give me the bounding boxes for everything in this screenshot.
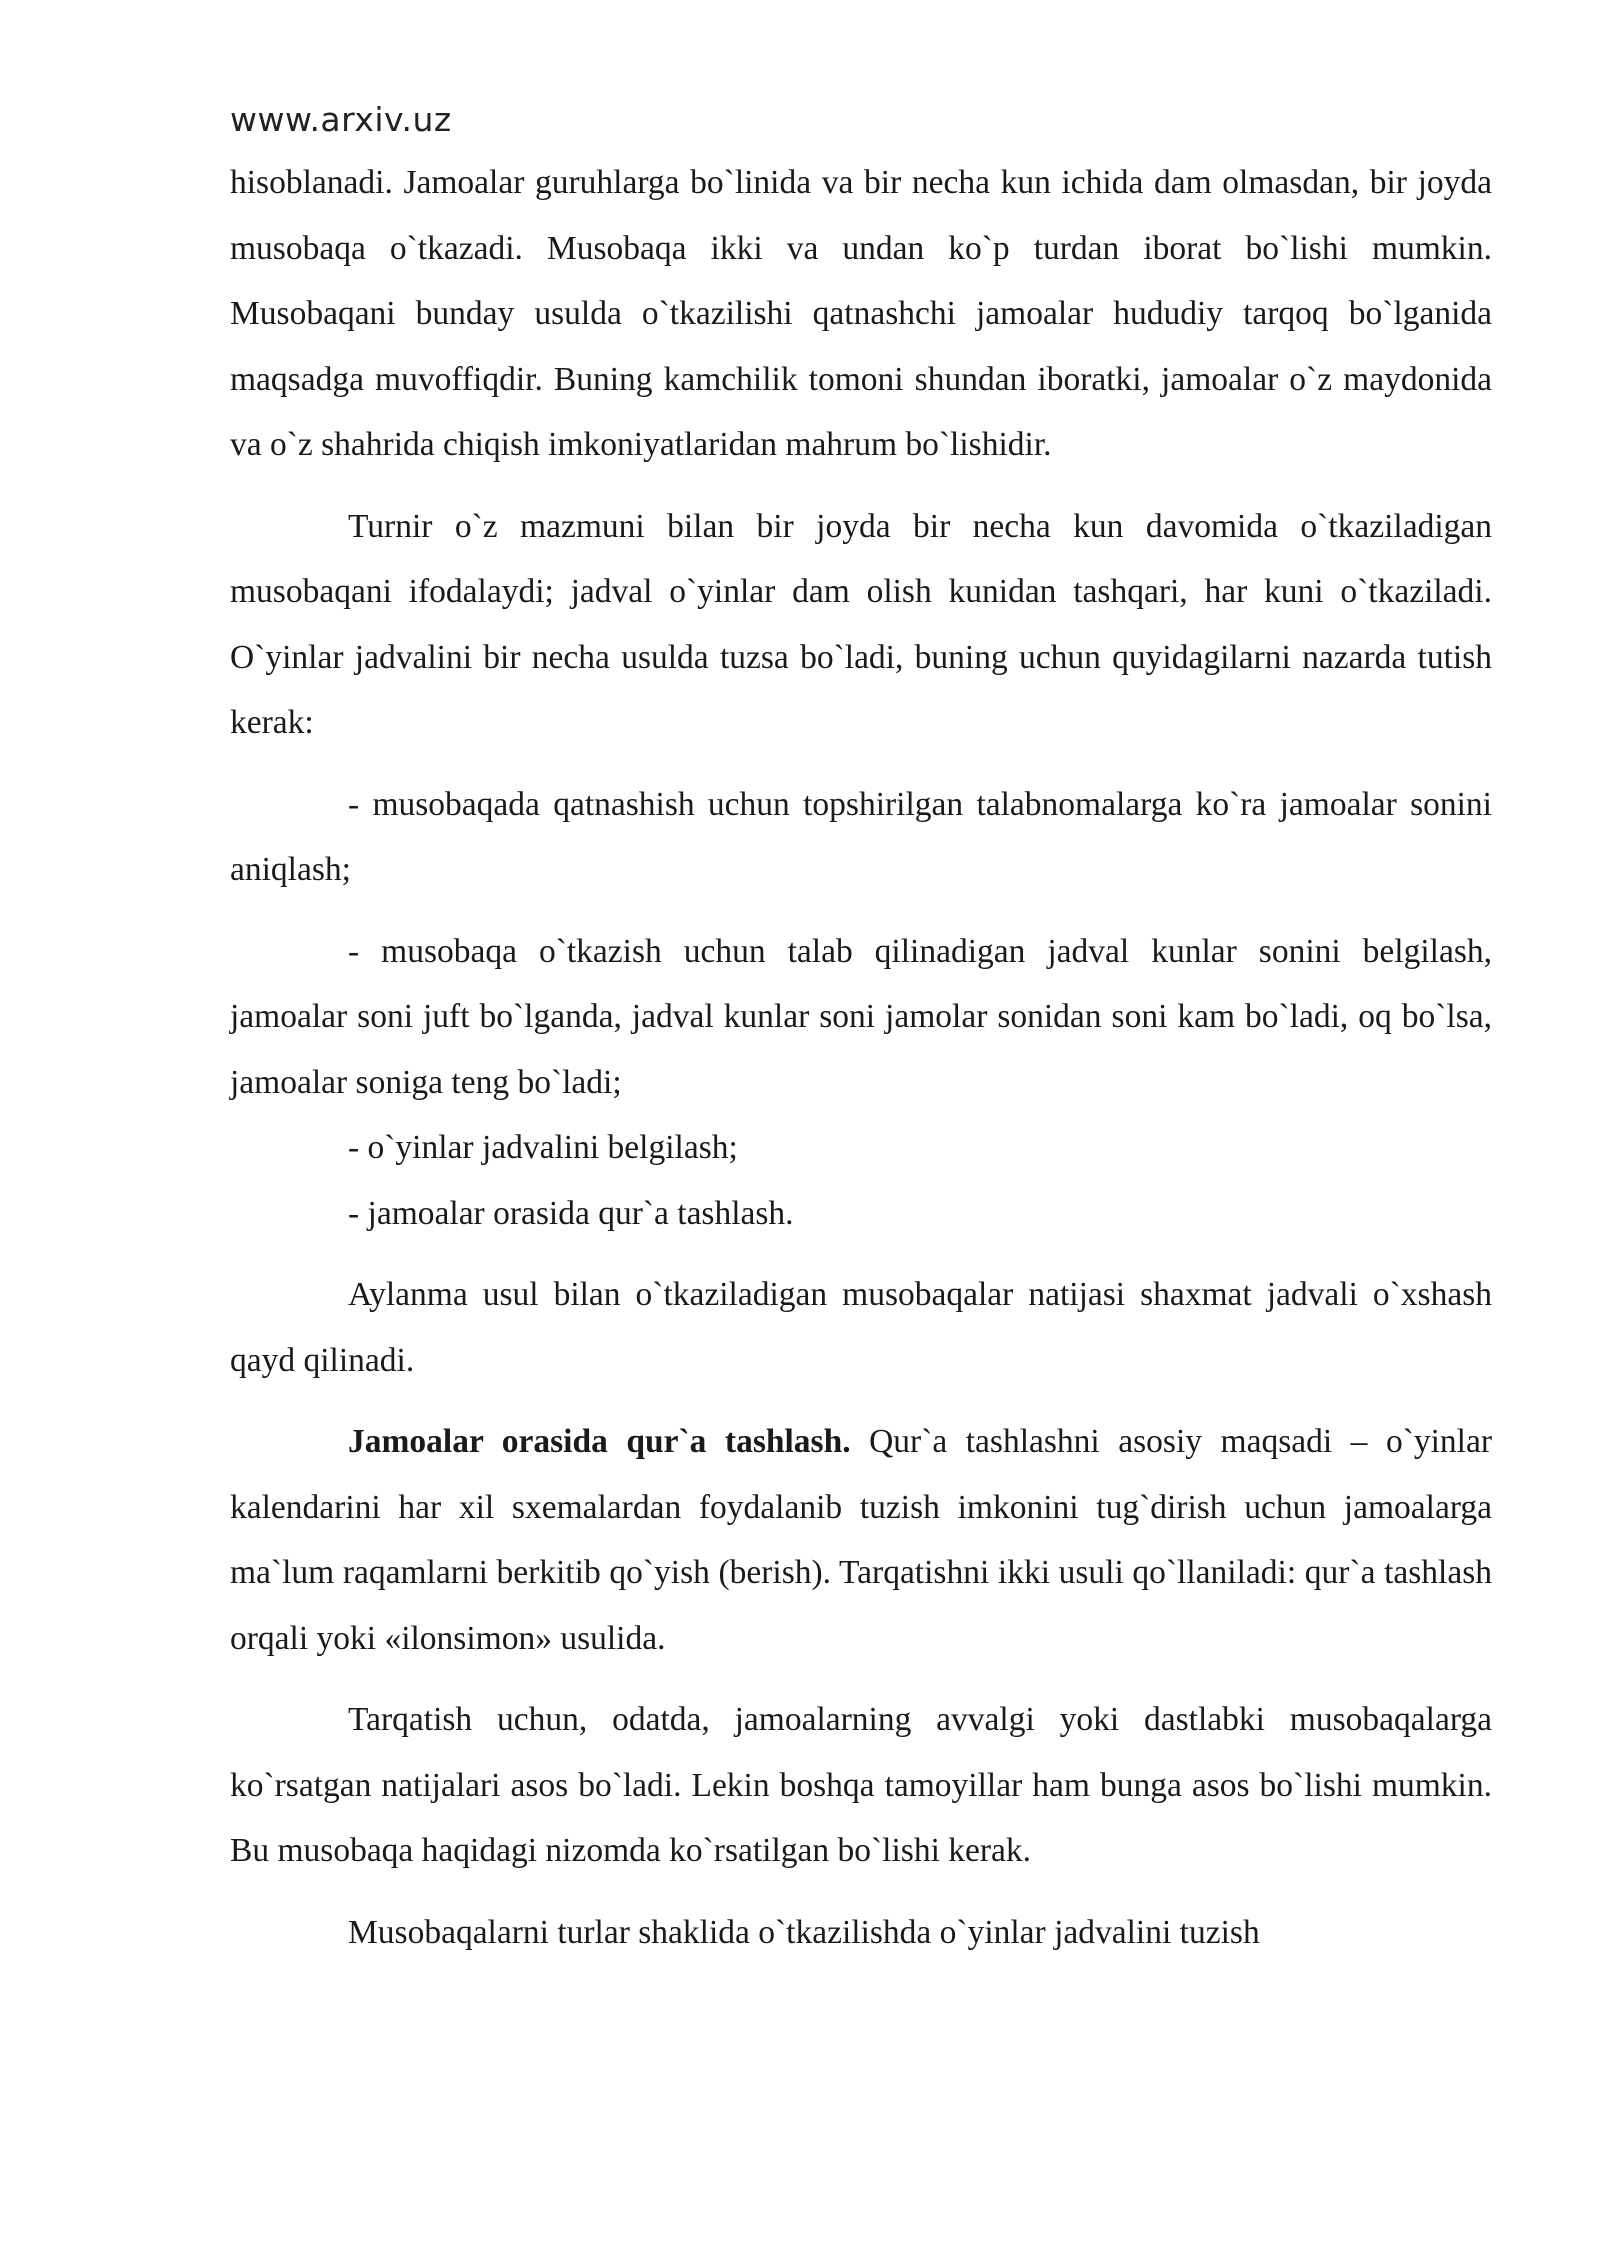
section-heading: Jamoalar orasida qur`a tashlash.: [348, 1423, 851, 1460]
list-item-schedule-days: - musobaqa o`tkazish uchun talab qilinadigan jadval kunlar sonini belgilash, jamoalar soni juft bo`lganda, jadval kunlar soni jamolar sonidan soni kam bo`ladi, oq bo`lsa, jamoalar soniga teng bo`ladi;: [230, 932, 1492, 1101]
paragraph-round-robin: Aylanma usul bilan o`tkaziladigan musobaqalar natijasi shaxmat jadvali o`xshash qayd qilinadi.: [230, 1276, 1492, 1379]
site-header: www.arxiv.uz: [230, 100, 452, 139]
list-item-teams-count: - musobaqada qatnashish uchun topshirilgan talabnomalarga ko`ra jamoalar sonini aniqlash;: [230, 785, 1492, 888]
list-item-draw: - jamoalar orasida qur`a tashlash.: [348, 1194, 794, 1232]
paragraph-tournament-schedule: Musobaqalarni turlar shaklida o`tkazilishda o`yinlar jadvalini tuzish: [348, 1913, 1260, 1951]
paragraph-draw-section: [230, 1409, 1492, 1671]
paragraph-turnir: Turnir o`z mazmuni bilan bir joyda bir necha kun davomida o`tkaziladigan musobaqani ifodalaydi; jadval o`yinlar dam olish kunidan tashqari, har kuni o`tkaziladi. O`yinlar jadvalini bir necha usulda tuzsa bo`ladi, buning uchun quyidagilarni nazarda tutish kerak:: [230, 507, 1492, 741]
document-body: [230, 150, 1492, 1981]
paragraph-draw-text: Qur`a tashlashni asosiy maqsadi – o`yinlar kalendarini har xil sxemalardan foydalanib tuzish imkonini tug`dirish uchun jamoalarga ma`lum raqamlarni berkitib qo`yish (berish). Tarqatishni ikki usuli qo`llaniladi: qur`a tashlash orqali yoki «ilonsimon» usulida.: [230, 1423, 1492, 1657]
paragraph-continuation: hisoblanadi. Jamoalar guruhlarga bo`linida va bir necha kun ichida dam olmasdan, bir joyda musobaqa o`tkazadi. Musobaqa ikki va undan ko`p turdan iborat bo`lishi mumkin. Musobaqani bunday usulda o`tkazilishi qatnashchi jamoalar hududiy tarqoq bo`lganida maqsadga muvoffiqdir. Buning kamchilik tomoni shundan iboratki, jamoalar o`z maydonida va o`z shahrida chiqish imkoniyatlaridan mahrum bo`lishidir.: [230, 164, 1492, 463]
paragraph-distribution: Tarqatish uchun, odatda, jamoalarning avvalgi yoki dastlabki musobaqalarga ko`rsatgan natijalari asos bo`ladi. Lekin boshqa tamoyillar ham bunga asos bo`lishi mumkin. Bu musobaqa haqidagi nizomda ko`rsatilgan bo`lishi kerak.: [230, 1701, 1492, 1869]
list-item-game-schedule: - o`yinlar jadvalini belgilash;: [348, 1129, 738, 1166]
